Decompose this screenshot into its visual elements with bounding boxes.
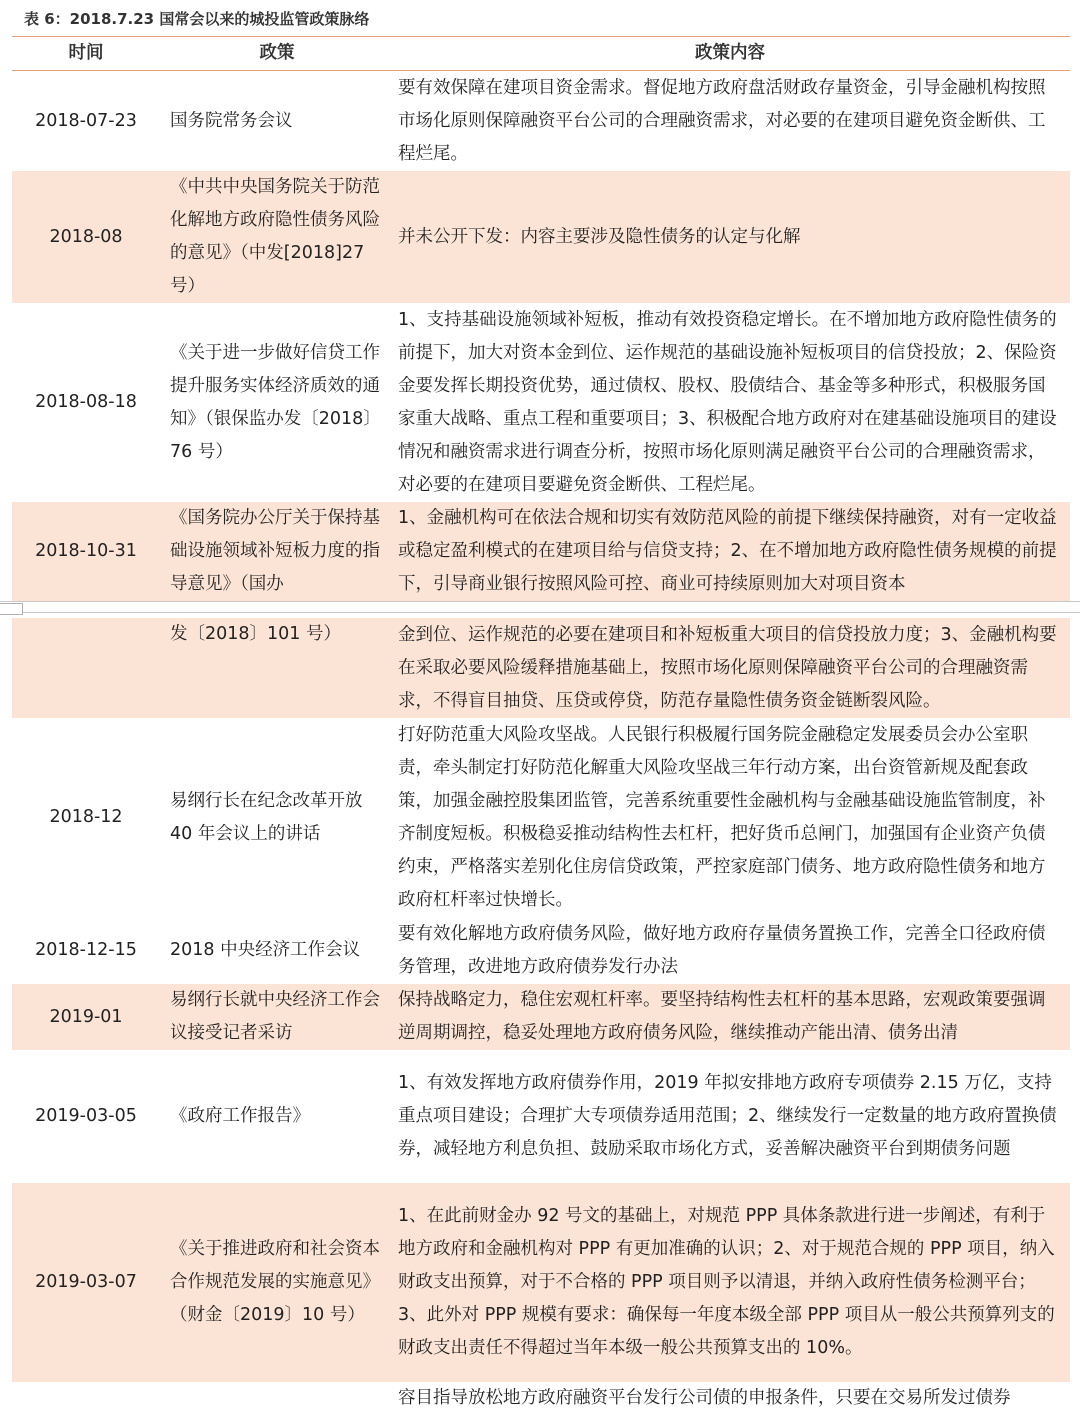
table-row [12,1183,1070,1382]
table-title: 表 6：2018.7.23 国常会以来的城投监管政策脉络 [24,10,370,28]
row-date [12,618,160,718]
page-break-marker [0,603,23,615]
table-row [12,1050,1070,1183]
row-date: 2019-01 [49,1006,123,1027]
row-policy: 《关于推进政府和社会资本合作规范发展的实施意见》（财金〔2019〕10 号） [170,1239,380,1325]
table-row [12,1382,1070,1408]
row-date: 2018-08-18 [35,392,137,412]
row-date: 2018-07-23 [35,110,137,131]
row-content: 1、有效发挥地方政府债券作用，2019 年拟安排地方政府专项债券 2.15 万亿，支持重点项目建设；合理扩大专项债券适用范围；2、继续发行一定数量的地方政府置换债券，减轻地方利息负担、鼓励采取市场化方式，妥善解决融资平台到期债务问题 [398,1073,1057,1159]
row-policy: 《政府工作报告》 [170,1106,310,1126]
row-content: 1、在此前财金办 92 号文的基础上，对规范 PPP 具体条款进行进一步阐述，有利于地方政府和金融机构对 PPP 有更加准确的认识；2、对于规范合规的 PPP 项目，纳入财政支出预算，对于不合格的 PPP 项目则予以清退，并纳入政府性债务检测平台；3、此外对 PPP 规模有要求：确保每一年度本级全部 PPP 项目从一般公共预算列支的财政支出责任不得超过当年本级一般公共预算支出的 10%。 [398,1206,1055,1358]
row-date: 2018-12 [49,807,123,827]
table-row [12,718,1070,917]
row-policy: 发〔2018〕101 号） [170,624,342,644]
row-date: 2018-08 [49,226,123,247]
row-policy [170,1382,384,1395]
row-policy: 《国务院办公厅关于保持基础设施领域补短板力度的指导意见》（国办 [170,508,380,594]
table-row [12,984,1070,1050]
table-row [12,71,1070,171]
table-row [12,502,1070,601]
row-policy: 易纲行长就中央经济工作会议接受记者采访 [170,990,380,1043]
table-row [12,618,1070,718]
page-break [0,601,1080,613]
row-policy: 《关于进一步做好信贷工作提升服务实体经济质效的通知》（银保监办发〔2018〕76 号） [170,342,381,462]
row-content: 保持战略定力，稳住宏观杠杆率。要坚持结构性去杠杆的基本思路，宏观政策要强调逆周期调控，稳妥处理地方政府债务风险，继续推动产能出清、债务出清 [398,990,1046,1043]
table-header [12,37,1070,70]
row-content: 1、金融机构可在依法合规和切实有效防范风险的前提下继续保持融资，对有一定收益或稳定盈利模式的在建项目给与信贷支持；2、在不增加地方政府隐性债务规模的前提下，引导商业银行按照风险可控、商业可持续原则加大对项目资本 [398,508,1057,594]
row-policy: 《中共中央国务院关于防范化解地方政府隐性债务风险的意见》（中发[2018]27 号） [170,177,380,296]
header-content: 政策内容 [695,43,765,63]
row-date: 2019-03-05 [35,1106,137,1126]
row-content: 并未公开下发：内容主要涉及隐性债务的认定与化解 [398,226,801,247]
row-content: 要有效保障在建项目资金需求。督促地方政府盘活财政存量资金，引导金融机构按照市场化原则保障融资平台公司的合理融资需求，对必要的在建项目避免资金断供、工程烂尾。 [398,77,1046,164]
row-date: 2018-12-15 [35,940,137,960]
table-row [12,303,1070,502]
row-date [12,1382,160,1395]
row-content: 容目指导放松地方政府融资平台发行公司债的申报条件，只要在交易所发过债券 [398,1388,1011,1408]
row-date: 2018-10-31 [35,541,137,561]
row-policy: 易纲行长在纪念改革开放 40 年会议上的讲话 [170,790,363,844]
row-policy: 国务院常务会议 [170,110,293,131]
row-date: 2019-03-07 [35,1272,137,1292]
header-policy: 政策 [259,43,295,63]
row-content: 1、支持基础设施领域补短板，推动有效投资稳定增长。在不增加地方政府隐性债务的前提下，加大对资本金到位、运作规范的基础设施补短板项目的信贷投放；2、保险资金要发挥长期投资优势，通过债权、股权、股债结合、基金等多种形式，积极服务国家重大战略、重点工程和重要项目；3、积极配合地方政府对在建基础设施项目的建设情况和融资需求进行调查分析，按照市场化原则满足融资平台公司的合理融资需求，对必要的在建项目要避免资金断供、工程烂尾。 [398,309,1057,495]
row-content: 金到位、运作规范的必要在建项目和补短板重大项目的信贷投放力度；3、金融机构要在采取必要风险缓释措施基础上，按照市场化原则保障融资平台公司的合理融资需求，不得盲目抽贷、压贷或停贷，防范存量隐性债务资金链断裂风险。 [398,624,1057,711]
row-content: 要有效化解地方政府债务风险，做好地方政府存量债务置换工作，完善全口径政府债务管理，改进地方政府债券发行办法 [398,923,1046,977]
row-policy: 2018 中央经济工作会议 [170,940,361,960]
header-date: 时间 [68,43,104,63]
table-row [12,917,1070,984]
row-content: 打好防范重大风险攻坚战。人民银行积极履行国务院金融稳定发展委员会办公室职责，牵头制定打好防范化解重大风险攻坚战三年行动方案，出台资管新规及配套政策，加强金融控股集团监管，完善系统重要性金融机构与金融基础设施监管制度，补齐制度短板。积极稳妥推动结构性去杠杆，把好货币总闸门，加强国有企业资产负债约束，严格落实差别化住房信贷政策，严控家庭部门债务、地方政府隐性债务和地方政府杠杆率过快增长。 [398,724,1046,910]
table-row [12,171,1070,303]
